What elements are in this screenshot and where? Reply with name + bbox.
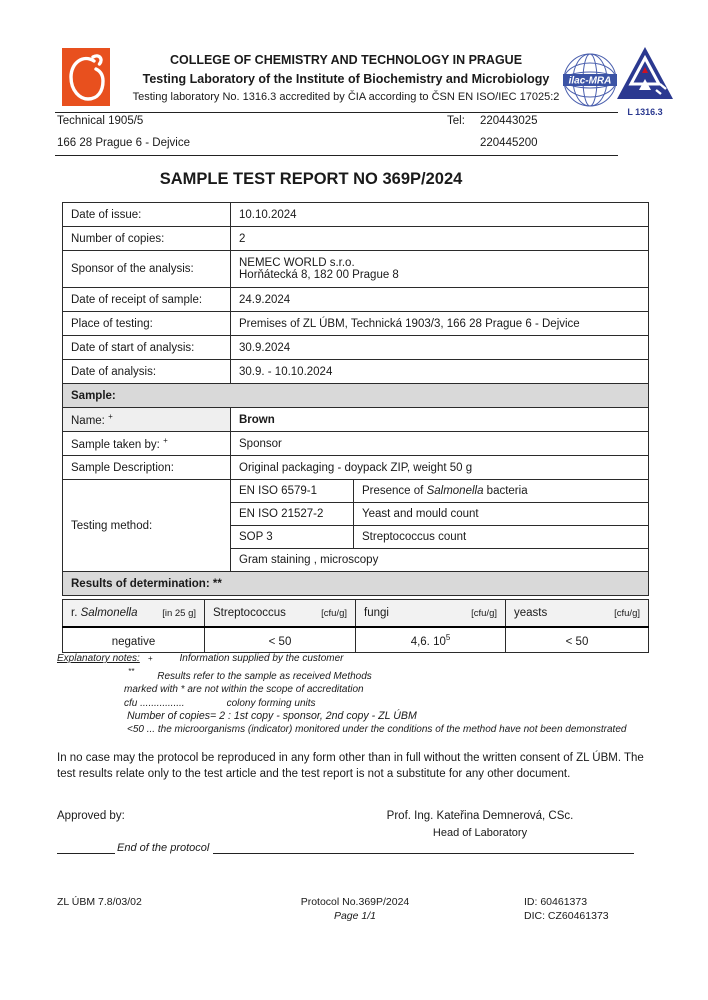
footer-protocol <box>265 896 445 922</box>
table-row <box>63 432 649 456</box>
header-divider-bottom <box>55 155 618 156</box>
notes-label: Explanatory notes: <box>57 653 140 664</box>
row-label: Date of analysis: <box>63 360 231 384</box>
result-value: 4,6. $10^5$ <box>356 627 506 653</box>
tel-number-2: 220445200 <box>480 137 538 149</box>
table-row <box>63 251 649 288</box>
table-row <box>63 227 649 251</box>
row-label: Sample taken by: + <box>63 432 231 456</box>
section-label: Results of determination: ** <box>63 572 649 596</box>
row-value: Original packaging - doypack ZIP, weight 50 g <box>231 456 649 480</box>
row-value: 30.9. - 10.10.2024 <box>231 360 649 384</box>
result-col-fungi: fungi [cfu/g] <box>356 600 506 628</box>
note-line: <50 ... the microorganisms (indicator) monitored under the conditions of the method have not been demonstrated <box>127 724 627 736</box>
note-line: cfu ................ colony forming units <box>124 697 316 709</box>
footer-page-number: Page 1/1 <box>333 910 377 922</box>
row-label: Date of issue: <box>63 203 231 227</box>
cia-triangle-icon <box>616 46 674 101</box>
method-desc: Yeast and mould count <box>354 503 649 526</box>
results-table <box>62 599 649 653</box>
section-row-sample <box>63 384 649 408</box>
row-label: Number of copies: <box>63 227 231 251</box>
note-line: Number of copies= 2 : 1st copy - sponsor, 2nd copy - ZL ÚBM <box>127 709 417 722</box>
section-row-results <box>63 572 649 596</box>
uct-prague-logo-icon <box>62 48 110 106</box>
footer-document-code: ZL ÚBM 7.8/03/02 <box>57 896 142 908</box>
address-city: 166 28 Prague 6 - Dejvice <box>57 137 190 149</box>
results-header-row <box>63 600 649 628</box>
row-value: 30.9.2024 <box>231 336 649 360</box>
org-name: COLLEGE OF CHEMISTRY AND TECHNOLOGY IN PRAGUE <box>169 53 523 67</box>
row-value: 2 <box>231 227 649 251</box>
row-label: Place of testing: <box>63 312 231 336</box>
address-street: Technical 1905/5 <box>57 115 144 127</box>
method-desc: Streptococcus count <box>354 526 649 549</box>
signature-line-right <box>213 853 634 854</box>
signature-line-left <box>57 853 115 854</box>
cia-accreditation-mark <box>614 46 676 117</box>
result-value: < 50 <box>506 627 649 653</box>
end-of-protocol-text: End of the protocol <box>117 842 210 854</box>
note-line: marked with * are not within the scope of accreditation <box>124 684 364 696</box>
ilac-mra-logo-icon <box>562 52 618 108</box>
footer-id: ID: 60461373 <box>524 896 588 908</box>
result-col-yeasts: yeasts [cfu/g] <box>506 600 649 628</box>
result-col-salmonella: r. Salmonella [in 25 g] <box>63 600 205 628</box>
footer-protocol-number: Protocol No.369P/2024 <box>300 896 410 908</box>
sample-info-table <box>62 202 649 596</box>
tel-number-1: 220443025 <box>480 115 538 127</box>
method-full: Gram staining , microscopy <box>231 549 649 572</box>
table-row <box>63 456 649 480</box>
result-col-streptococcus: Streptococcus [cfu/g] <box>205 600 356 628</box>
table-row <box>63 288 649 312</box>
testing-method-label: Testing method: <box>63 480 231 572</box>
table-row <box>63 408 649 432</box>
table-row <box>63 360 649 384</box>
end-of-protocol-line <box>57 840 634 854</box>
accreditation-number: L 1316.3 <box>627 107 663 117</box>
explanatory-notes <box>57 652 637 737</box>
note-line: Explanatory notes: + Information supplied by the customer <box>57 653 344 664</box>
table-row <box>63 203 649 227</box>
section-label: Sample: <box>63 384 649 408</box>
row-value: Brown <box>231 408 649 432</box>
table-row <box>63 336 649 360</box>
svg-text:ilac-MRA: ilac-MRA <box>568 75 612 87</box>
approver-name: Prof. Ing. Kateřina Demnerová, CSc. <box>386 810 574 822</box>
table-row-method <box>63 480 649 503</box>
tel-label: Tel: <box>447 115 465 127</box>
approver-role: Head of Laboratory <box>432 827 528 839</box>
sponsor-name: NEMEC WORLD s.r.o. <box>239 257 355 269</box>
method-code: EN ISO 21527-2 <box>231 503 354 526</box>
method-desc: Presence of Salmonella bacteria <box>354 480 649 503</box>
lab-name: Testing Laboratory of the Institute of Biochemistry and Microbiology <box>142 72 550 86</box>
row-value: Premises of ZL ÚBM, Technická 1903/3, 166 28 Prague 6 - Dejvice <box>231 312 649 336</box>
row-label: Date of start of analysis: <box>63 336 231 360</box>
row-value: 24.9.2024 <box>231 288 649 312</box>
note-line: ** Results refer to the sample as received Methods <box>128 667 372 682</box>
row-value <box>231 251 649 288</box>
accreditation-line: Testing laboratory No. 1316.3 accredited by ČIA according to ČSN EN ISO/IEC 17025:2 <box>132 91 560 103</box>
footer-dic: DIC: CZ60461373 <box>524 910 609 922</box>
header-divider-top <box>55 112 618 113</box>
method-code: EN ISO 6579-1 <box>231 480 354 503</box>
row-label: Sample Description: <box>63 456 231 480</box>
result-value: negative <box>63 627 205 653</box>
table-row <box>63 312 649 336</box>
row-value: 10.10.2024 <box>231 203 649 227</box>
legal-paragraph: In no case may the protocol be reproduced in any form other than in full without the written consent of ZL ÚBM. The test results relate only to the test article and the test report is not a substitute for any other document. <box>57 752 644 781</box>
approved-by-label: Approved by: <box>57 810 125 822</box>
row-label: Date of receipt of sample: <box>63 288 231 312</box>
row-value: Sponsor <box>231 432 649 456</box>
sponsor-address: Horňátecká 8, 182 00 Prague 8 <box>239 269 399 281</box>
method-code: SOP 3 <box>231 526 354 549</box>
organization-header <box>108 51 584 106</box>
results-value-row <box>63 627 649 653</box>
footer-ids <box>524 896 609 924</box>
result-value: < 50 <box>205 627 356 653</box>
report-title: SAMPLE TEST REPORT NO 369P/2024 <box>159 170 463 188</box>
row-label: Sponsor of the analysis: <box>63 251 231 288</box>
row-label: Name: + <box>63 408 231 432</box>
